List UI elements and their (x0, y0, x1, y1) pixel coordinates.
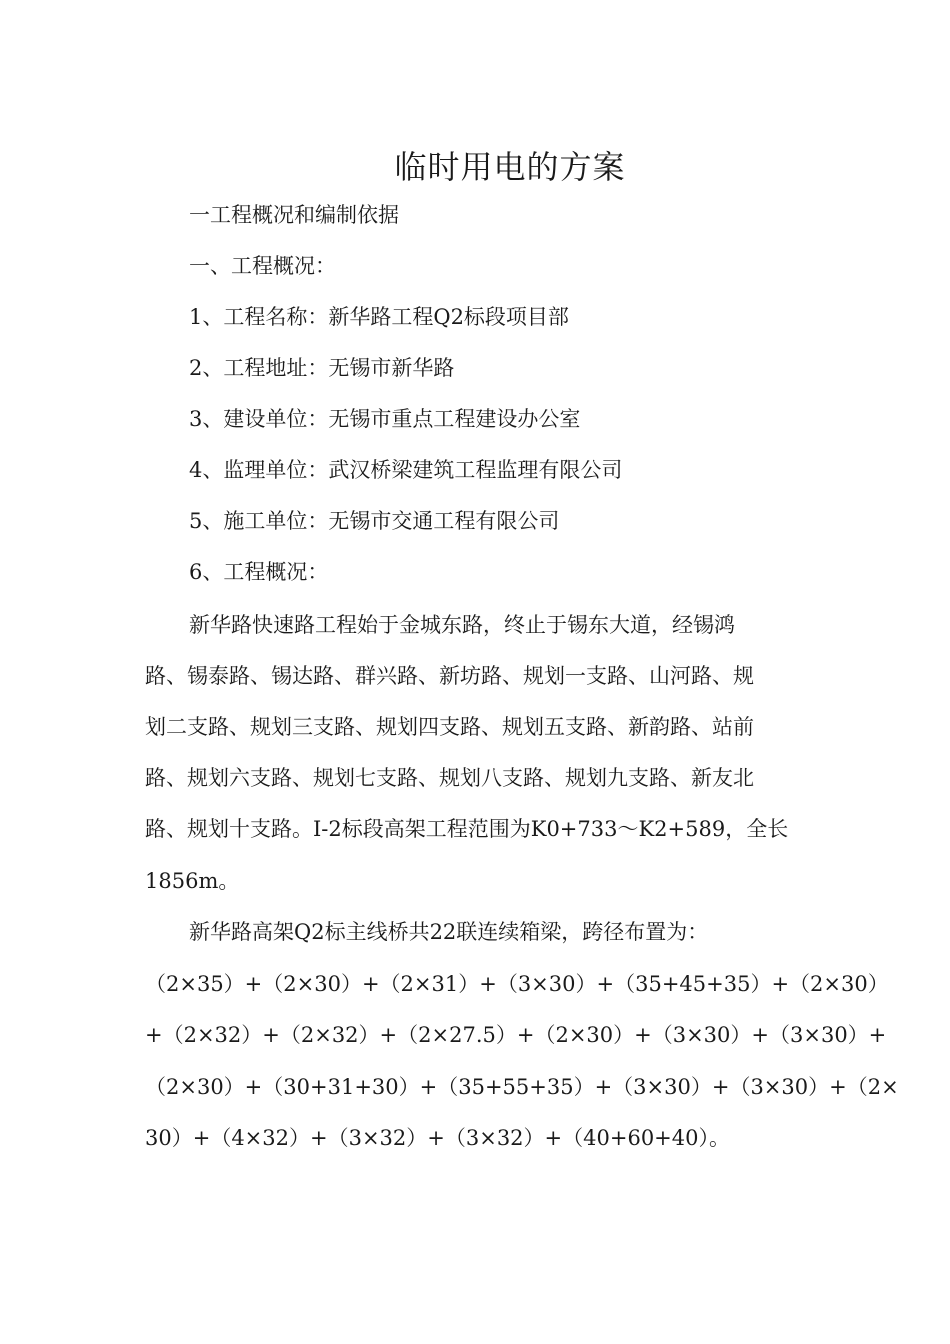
paragraph-line: 划二支路、规划三支路、规划四支路、规划五支路、新韵路、站前 (145, 715, 754, 739)
paragraph-line: （2×35）+（2×30）+（2×31）+（3×30）+（35+45+35）+（2×30） (145, 972, 889, 996)
project-name-line: 1、工程名称：新华路工程Q2标段项目部 (189, 305, 569, 329)
supervision-unit-line: 4、监理单位：武汉桥梁建筑工程监理有限公司 (189, 458, 623, 482)
paragraph-line: 新华路高架Q2标主线桥共22联连续箱梁，跨径布置为： (189, 920, 709, 944)
overview-heading: 6、工程概况： (189, 560, 329, 584)
document-title: 临时用电的方案 (394, 148, 626, 187)
builder-unit-line: 5、施工单位：无锡市交通工程有限公司 (189, 509, 560, 533)
paragraph-line: 1856m。 (145, 869, 240, 893)
paragraph-line: （2×30）+（30+31+30）+（35+55+35）+（3×30）+（3×30）+（2× (145, 1075, 899, 1099)
subsection-heading: 一、工程概况： (189, 254, 336, 278)
paragraph-line: 路、规划六支路、规划七支路、规划八支路、规划九支路、新友北 (145, 766, 754, 790)
paragraph-line: +（2×32）+（2×32）+（2×27.5）+（2×30）+（3×30）+（3×30）+ (145, 1023, 887, 1047)
paragraph-line: 路、规划十支路。I-2标段高架工程范围为K0+733～K2+589，全长 (145, 817, 789, 841)
project-address-line: 2、工程地址：无锡市新华路 (189, 356, 455, 380)
paragraph-line: 30）+（4×32）+（3×32）+（3×32）+（40+60+40）。 (145, 1126, 730, 1150)
paragraph-line: 路、锡泰路、锡达路、群兴路、新坊路、规划一支路、山河路、规 (145, 664, 754, 688)
paragraph-line: 新华路快速路工程始于金城东路，终止于锡东大道，经锡鸿 (189, 613, 735, 637)
section-heading: 一工程概况和编制依据 (189, 203, 399, 227)
construction-unit-line: 3、建设单位：无锡市重点工程建设办公室 (189, 407, 581, 431)
